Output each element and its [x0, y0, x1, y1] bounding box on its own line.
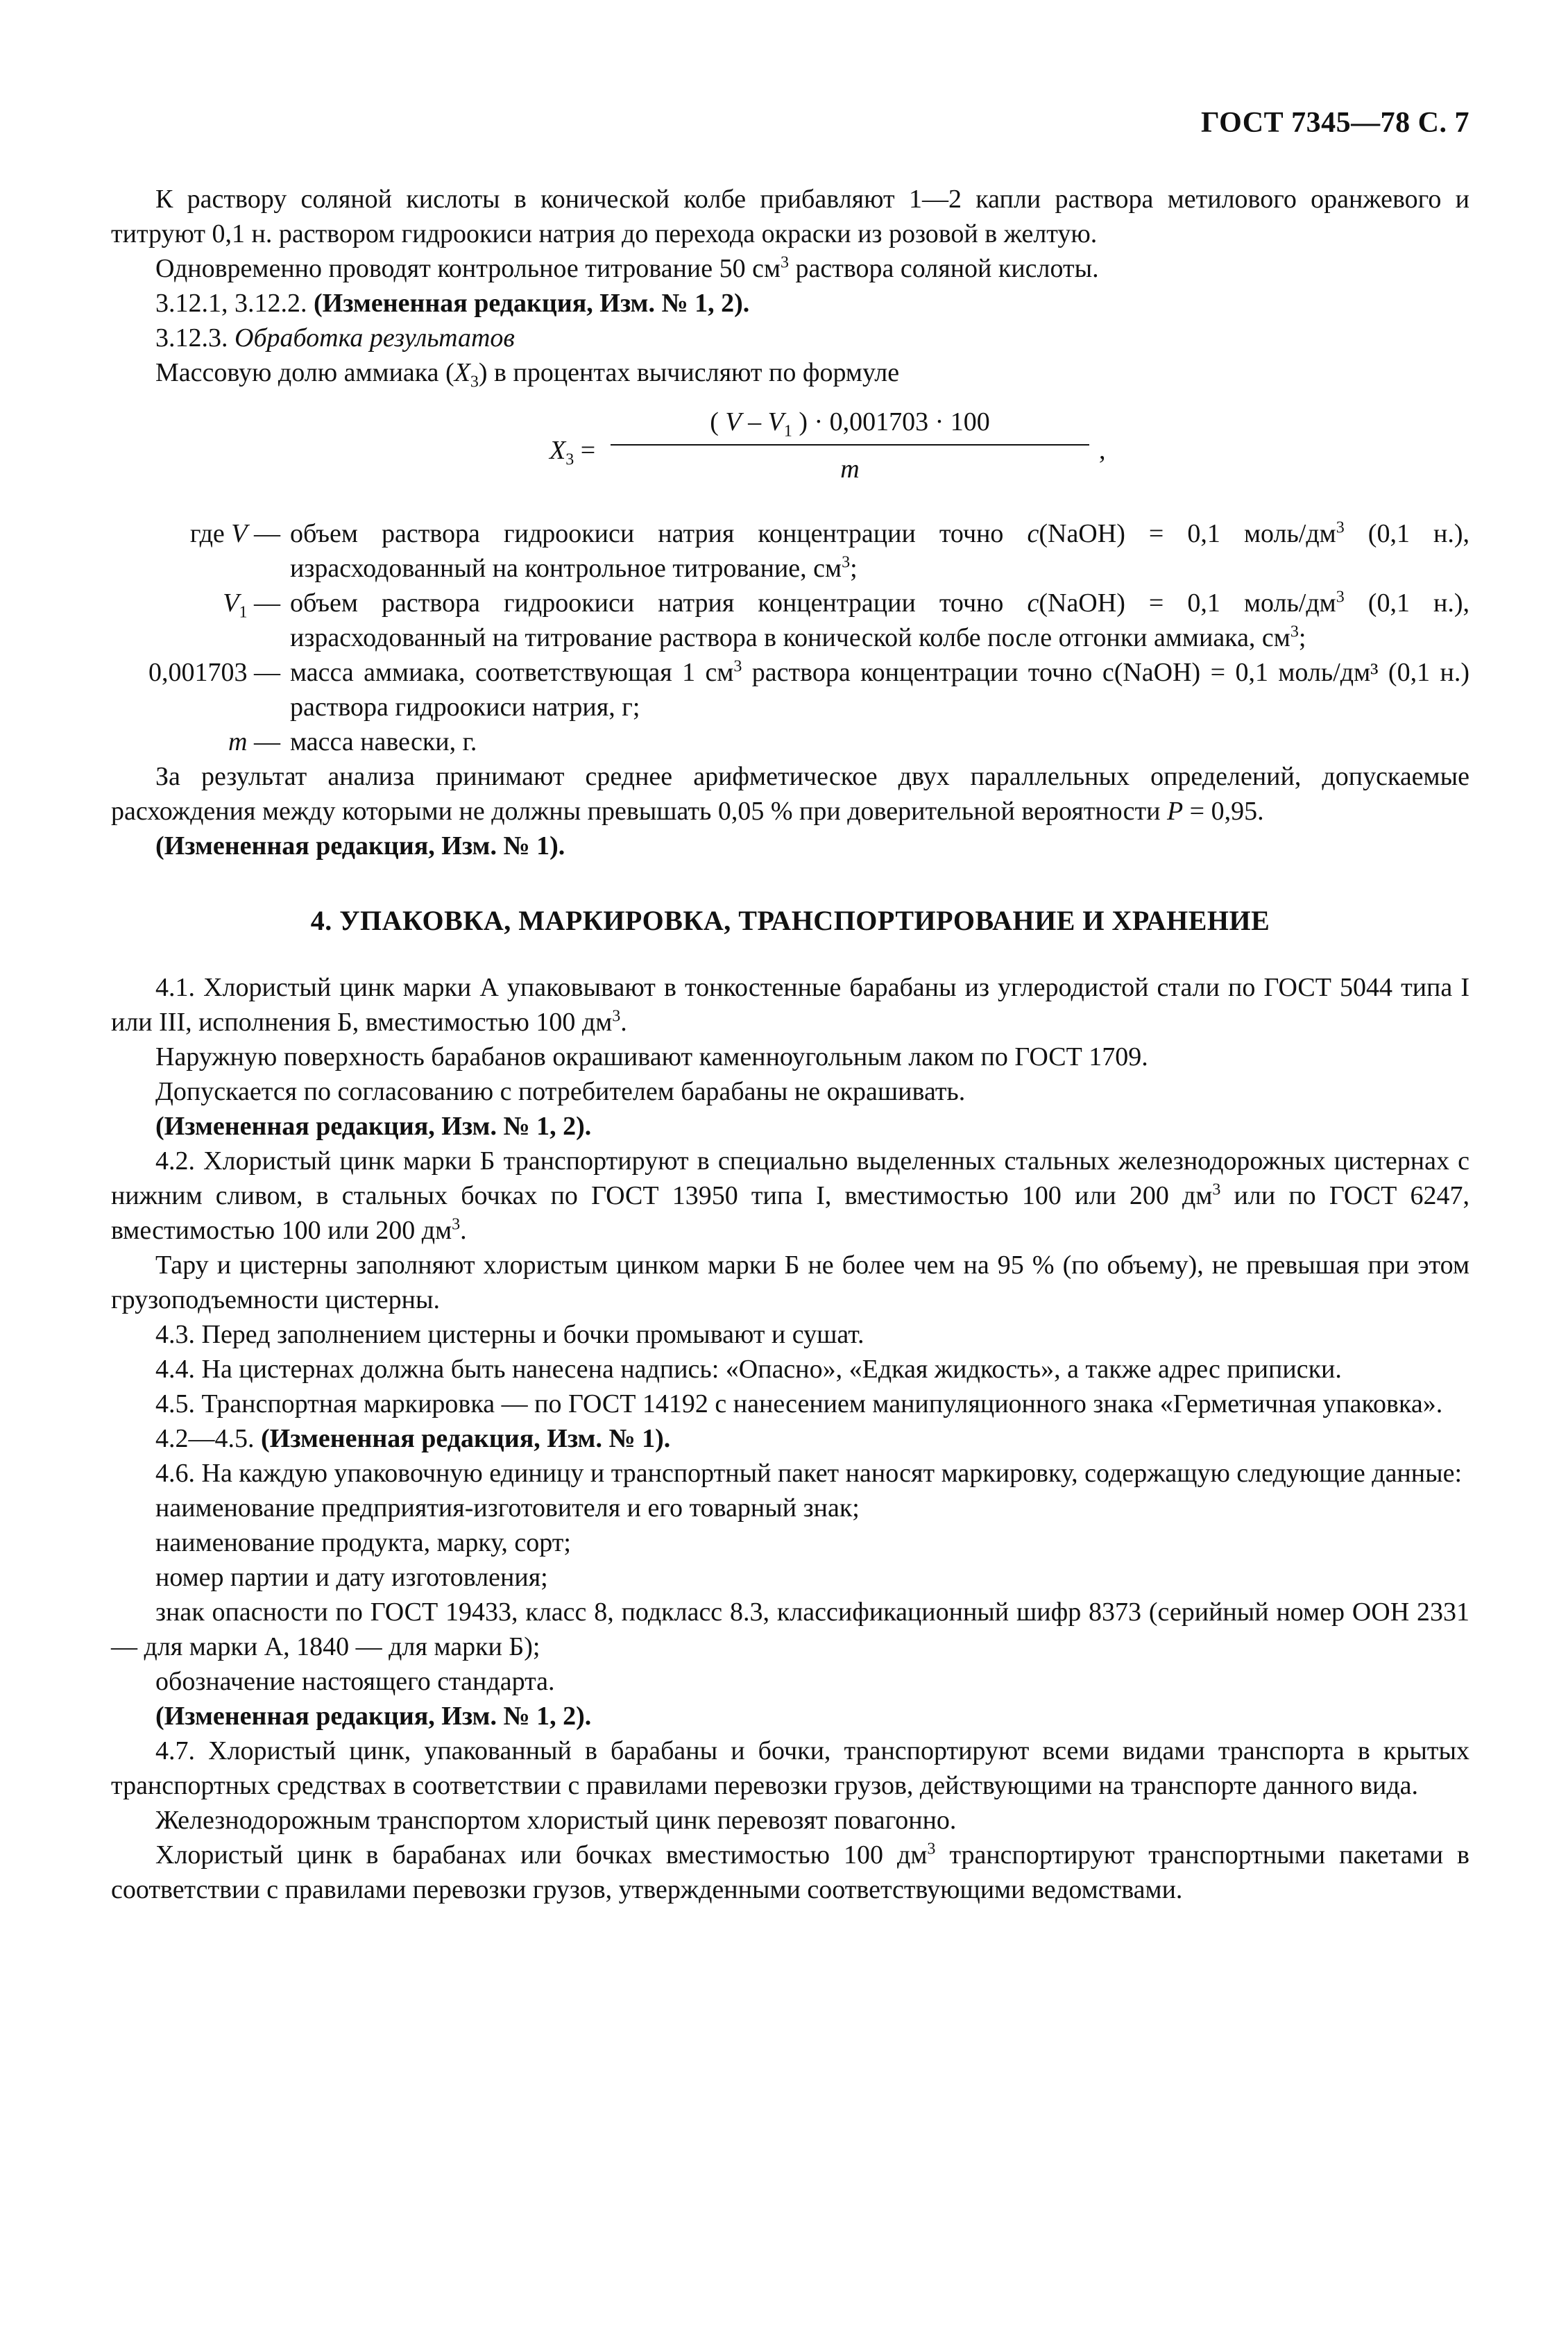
paragraph: Одновременно проводят контрольное титрование 50 $см^3$ раствора соляной кислоты. — [155, 253, 1099, 283]
paragraph: Наружную поверхность барабанов окрашивают каменноугольным лаком по ГОСТ 1709. — [155, 1042, 1148, 1071]
revision-note: (Измененная редакция, Изм. № 1, 2). — [155, 1702, 592, 1731]
formula-denominator: m — [840, 455, 860, 484]
revision-note: (Измененная редакция, Изм. № 1, 2). — [314, 289, 750, 318]
definition-v1: $V_1$ — объем раствора гидроокиси натрия концентрации точно c(NaOH) = 0,1 моль/$дм^3$ (0,1 н.), израсходованный на титрование раствора в конической колбе после отгонки аммиака, $см^3$; — [223, 588, 1469, 652]
subsection-title: Обработка результатов — [235, 323, 515, 353]
document-body — [111, 182, 1469, 1907]
formula-lhs: $X_3$ = — [549, 436, 596, 469]
paragraph: Железнодорожным транспортом хлористый цинк перевозят повагонно. — [155, 1806, 957, 1835]
clause-4-2: 4.2. Хлористый цинк марки Б транспортируют в специально выделенных стальных железнодорожных цистернах с нижним сливом, в стальных бочках по ГОСТ 13950 типа I, вместимостью 100 или 200 $дм^3$ или по ГОСТ 6247, вместимостью 100 или 200 $дм^3$. — [111, 1146, 1469, 1245]
formula: $X_3$ = ( V – $V_1$ ) · 0,001703 · 100 m , — [111, 403, 1469, 500]
fraction-bar — [611, 444, 1089, 446]
clause-4-7: 4.7. Хлористый цинк, упакованный в барабаны и бочки, транспортируют всеми видами транспорта в крытых транспортных средствах в соответствии с правилами перевозки грузов, действующими на транспорте данного вида. — [111, 1736, 1469, 1800]
variable-definitions — [111, 516, 1469, 759]
list-item: наименование предприятия-изготовителя и его товарный знак; — [155, 1493, 860, 1523]
paragraph: Массовую долю аммиака $(X_3)$ в процентах вычисляют по формуле — [155, 358, 900, 391]
list-item: знак опасности по ГОСТ 19433, класс 8, подкласс 8.3, классификационный шифр 8373 (серийный номер ООН 2331 — для марки А, 1840 — для марки Б); — [111, 1598, 1469, 1661]
paragraph: Тару и цистерны заполняют хлористым цинком марки Б не более чем на 95 % (по объему), не превышая при этом грузоподъемности цистерны. — [111, 1251, 1469, 1314]
paragraph: 3.12.3. Обработка результатов — [155, 323, 515, 353]
clause-4-3: 4.3. Перед заполнением цистерны и бочки промывают и сушат. — [155, 1320, 864, 1349]
formula-fraction — [611, 403, 1089, 489]
formula-numerator: ( V – $V_1$ ) · 0,001703 · 100 — [710, 407, 990, 441]
revision-note: (Измененная редакция, Изм. № 1). — [155, 831, 565, 861]
section-4-content — [111, 970, 1469, 1907]
page-header: ГОСТ 7345—78 С. 7 — [1200, 107, 1469, 139]
list-item: обозначение настоящего стандарта. — [155, 1667, 555, 1696]
revision-note: 4.2—4.5. (Измененная редакция, Изм. № 1). — [155, 1424, 671, 1453]
clause-4-6: 4.6. На каждую упаковочную единицу и транспортный пакет наносят маркировку, содержащую следующие данные: — [155, 1459, 1463, 1488]
clause-4-5: 4.5. Транспортная маркировка — по ГОСТ 14192 с нанесением манипуляционного знака «Герметичная упаковка». — [155, 1389, 1443, 1418]
list-item: номер партии и дату изготовления; — [155, 1563, 548, 1592]
list-item: наименование продукта, марку, сорт; — [155, 1528, 571, 1557]
definition-coefficient: 0,001703 — масса аммиака, соответствующая 1 $см^3$ раствора концентрации точно c(NaOH) = 0,1 моль/дм³ (0,1 н.) раствора гидроокиси натрия, г; — [148, 657, 1469, 722]
clause-4-1: 4.1. Хлористый цинк марки А упаковывают в тонкостенные барабаны из углеродистой стали по ГОСТ 5044 типа I или III, исполнения Б, вместимостью 100 $дм^3$. — [111, 973, 1469, 1037]
paragraph: За результат анализа принимают среднее арифметическое двух параллельных определений, допускаемые расхождения между которыми не должны превышать 0,05 % при доверительной вероятности P = 0,95. — [111, 762, 1469, 826]
paragraph: К раствору соляной кислоты в конической колбе прибавляют 1—2 капли раствора метилового оранжевого и титруют 0,1 н. раствором гидроокиси натрия до перехода окраски из розовой в желтую. — [111, 185, 1469, 248]
revision-note: (Измененная редакция, Изм. № 1, 2). — [155, 1112, 592, 1141]
clause-4-4: 4.4. На цистернах должна быть нанесена надпись: «Опасно», «Едкая жидкость», а также адрес приписки. — [155, 1355, 1342, 1384]
section-title: 4. УПАКОВКА, МАРКИРОВКА, ТРАНСПОРТИРОВАНИЕ И ХРАНЕНИЕ — [310, 905, 1270, 936]
paragraph: Допускается по согласованию с потребителем барабаны не окрашивать. — [155, 1077, 966, 1106]
paragraph: Хлористый цинк в барабанах или бочках вместимостью 100 $дм^3$ транспортируют транспортными пакетами в соответствии с правилами перевозки грузов, утвержденными соответствующими ведомствами. — [111, 1840, 1469, 1904]
definition-m: m — масса навески, г. — [228, 727, 477, 756]
definition-v: где V — объем раствора гидроокиси натрия концентрации точно c(NaOH) = 0,1 моль/$дм^3$ (0,1 н.), израсходованный на контрольное титрование, $см^3$; — [189, 518, 1469, 583]
paragraph: 3.12.1, 3.12.2. (Измененная редакция, Изм. № 1, 2). — [155, 289, 750, 318]
